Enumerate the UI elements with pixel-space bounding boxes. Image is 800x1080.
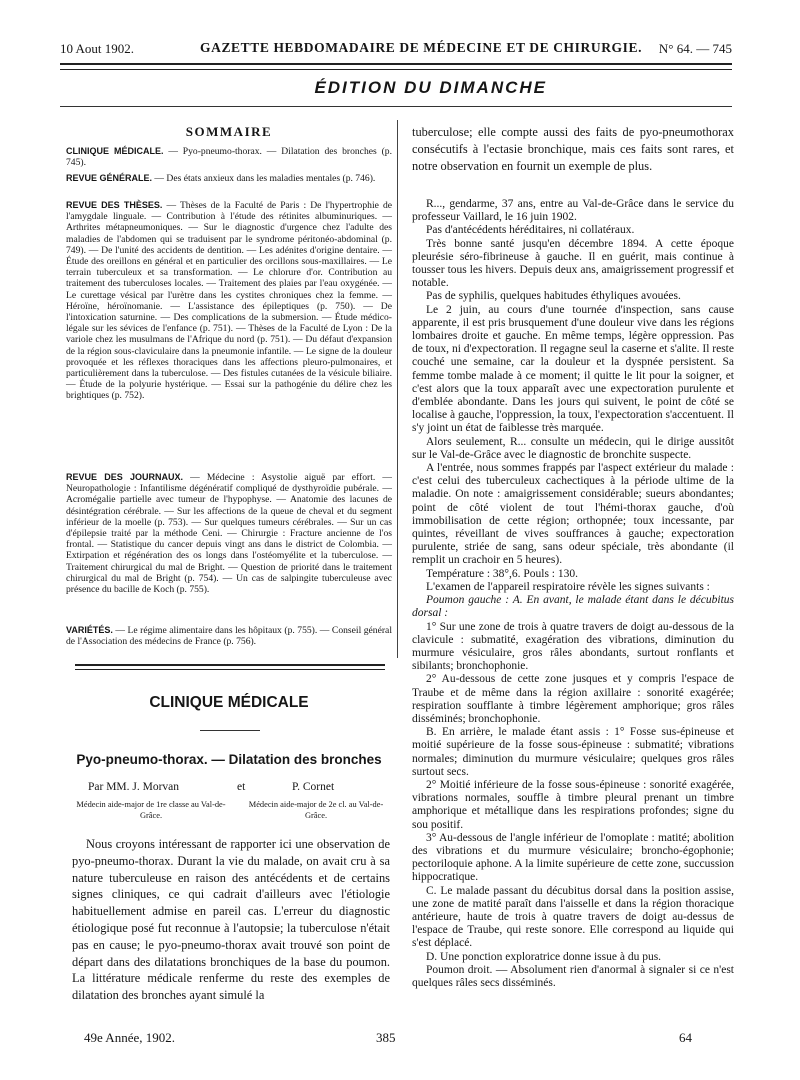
article-intro: Nous croyons intéressant de rapporter ici une observation de pyo-pneumo-thorax. Durant la vie du malade, on avait cru à sa nature tuberculeuse en raison des antécédents et de certains signes cliniques, ce qui cadrait d'ailleurs avec l'étiologie habituellement admise en pareil cas. L'erreur du diagnostic étiologique posé fut reconnue à l'autopsie; la tuberculose n'était pas en cause; le pyo-pneumo-thorax avait trouvé son point de départ dans des dilatations bronchiques de la base du poumon. La littérature médicale renferme du reste des exemples de dilatation des bronches ayant simulé la: [72, 837, 390, 1003]
obs-paragraph: L'examen de l'appareil respiratoire révèle les signes suivants :: [426, 580, 710, 593]
sommaire-label: REVUE DES THÈSES.: [66, 200, 163, 210]
obs-paragraph: Température : 38°,6. Pouls : 130.: [426, 567, 578, 580]
sommaire-item: [66, 146, 392, 168]
author-2: P. Cornet: [292, 781, 335, 793]
sommaire-item: [66, 200, 392, 402]
obs-paragraph: B. En arrière, le malade étant assis : 1° Fosse sus-épineuse et moitié supérieure de la fosse sous-épineuse : submatité; vibrations normales; diminution du murmure vésiculaire; quelques gros râles surtout secs.: [412, 726, 734, 778]
running-header: [60, 38, 732, 60]
sommaire-label: REVUE DES JOURNAUX.: [66, 472, 183, 482]
page-footer: [60, 1030, 732, 1050]
footer-page: 385: [376, 1030, 396, 1045]
sommaire-text: — Médecine : Asystolie aiguë par effort. — Neuropathologie : Infantilisme dégénératif compliqué de dysthyroïdie pubérale. — Acromégalie partielle avec tumeur de l'hypophyse. — Anatomie des lacunes de désintégration cérébrale. — Sur les affections de la queue de cheval et du segment inférieur de la moelle (p. 753). — Sur quelques tumeurs cérébrales. — Sur un cas d'épilepsie traité par la méthode Ceni. — Chirurgie : Fracture ancienne de l'os frontal. — Statistique du cancer depuis vingt ans dans le district de Colombia. — Extirpation et régénération des os longs dans l'ostéomyélite et la tuberculose. — Traitement chirurgical du mal de Bright. — Question de priorité dans le traitement chirurgical du mal de Bright (p. 754). — Un cas de salpingite tuberculeuse avec présence du bacille de Koch (p. 755).: [66, 472, 393, 596]
footer-year: 49e Année, 1902.: [84, 1030, 175, 1045]
obs-paragraph: R..., gendarme, 37 ans, entre au Val-de-Grâce dans le service du professeur Vaillard, le 16 juin 1902.: [412, 198, 734, 224]
edition-title: ÉDITION DU DIMANCHE: [314, 78, 547, 97]
author-1-role: Médecin aide-major de 1re classe au Val-de-Grâce.: [76, 800, 226, 820]
sommaire-item: [66, 625, 392, 647]
author-2-role: Médecin aide-major de 2e cl. au Val-de-Grâce.: [248, 800, 384, 820]
article-continuation: tuberculose; elle compte aussi des faits de pyo-pneumothorax consécutifs à l'ectasie bronchique, mais ces faits sont rares, et notre observation en fournit un exemple de plus.: [412, 125, 734, 173]
title-rule: [200, 730, 260, 731]
footer-issue: 64: [679, 1030, 692, 1045]
obs-paragraph: A l'entrée, nous sommes frappés par l'aspect extérieur du malade : c'est celui des tuberculeux cachectiques à la période ultime de la maladie. On note : amaigrissement considérable; sueurs abondantes; point de côté violent de tout l'hémi-thorax gauche, d'où immobilisation de cette région; orthopnée; toux incessante, par quintes, réveillant de vives souffrances à gauche; expectoration purulente, striée de sang, sans odeur spéciale, très abondante (il remplit un crachoir en 5 heures).: [412, 462, 734, 567]
obs-paragraph: C. Le malade passant du décubitus dorsal dans la position assise, une zone de matité paraît dans l'aisselle et dans la région thoracique antérieure, haute de trois à quatre travers de doigt au-dessus de l'espace de Traube, qui reste sonore. Elle correspond au liquide qui s'est déplacé.: [412, 884, 734, 950]
issue-page-number: N° 64. — 745: [658, 41, 732, 56]
author-and: et: [237, 781, 246, 793]
observation: [412, 198, 734, 990]
journal-title: GAZETTE HEBDOMADAIRE DE MÉDECINE ET DE CHIRURGIE.: [200, 40, 643, 55]
sommaire-text: — Pyo-pneumo-thorax. — Dilatation des bronches (p. 745).: [66, 146, 392, 169]
sommaire-text: — Le régime alimentaire dans les hôpitaux (p. 755). — Conseil général de l'Association des médecins de France (p. 756).: [66, 625, 392, 648]
column-divider: [397, 120, 398, 658]
obs-paragraph: Alors seulement, R... consulte un médecin, qui le dirige aussitôt sur le Val-de-Grâce avec le diagnostic de bronchite suspecte.: [412, 435, 734, 461]
obs-paragraph: Pas de syphilis, quelques habitudes éthyliques avouées.: [426, 290, 681, 303]
sommaire-label: VARIÉTÉS.: [66, 625, 113, 635]
sommaire-item: [66, 472, 392, 595]
obs-paragraph: D. Une ponction exploratrice donne issue à du pus.: [426, 950, 662, 963]
obs-paragraph: Pas d'antécédents héréditaires, ni collatéraux.: [426, 224, 635, 237]
obs-paragraph: 1° Sur une zone de trois à quatre travers de doigt au-dessous de la clavicule : submatité, exagération des vibrations, diminution du murmure vésiculaire, gros râles abondants, surtout ronflants et sibilants; bronchophonie.: [412, 620, 734, 673]
section-separator: [75, 664, 385, 670]
sommaire-text: — Des états anxieux dans les maladies mentales (p. 746).: [154, 173, 376, 184]
sommaire-item: [66, 173, 392, 184]
author-1: Par MM. J. Morvan: [88, 781, 180, 793]
obs-paragraph: 2° Moitié inférieure de la fosse sous-épineuse : sonorité exagérée, vibrations normales, souffle à timbre pleural prenant un timbre amphorique et métallique dans les respirations profondes; signe du sou positif.: [412, 778, 734, 831]
obs-paragraph: 3° Au-dessous de l'angle inférieur de l'omoplate : matité; abolition des vibrations et du murmure vésiculaire; broncho-égophonie; pectoriloquie aphone. A la limite supérieure de cette zone, succussion hippocratique.: [412, 831, 734, 884]
obs-paragraph: Le 2 juin, au cours d'une tournée d'inspection, sans cause apparente, il est pris brusquement d'une douleur vive dans les régions lombaires droite et gauche. En même temps, légère oppression. Pas de toux, ni d'expectoration. Il regagne seul la caserne et s'alite. Il reste couché une semaine, car la douleur et la dyspnée persistent. Sa femme tombe malade à ce moment; il quitte le lit pour la soigner, et c'est alors que la toux apparaît avec une expectoration purulente et d'emblée abondante. Dans les jours qui suivent, le point de côté se localise à gauche, l'oppression, la toux, l'expectoration s'accentuent. Il s'y joint un état de faiblesse très marquée.: [412, 303, 734, 435]
obs-paragraph: Poumon gauche : A. En avant, le malade étant dans le décubitus dorsal :: [412, 594, 734, 620]
header-date: 10 Aout 1902.: [60, 41, 135, 56]
sommaire-text: — Thèses de la Faculté de Paris : De l'hypertrophie de l'amygdale linguale. — Contribution à l'étude des rétinites albuminuriques. — Arthrites métapneumoniques. — Sur le diagnostic d'urgence chez l'adulte des maladies de l'abdomen qui se traduisent par le syndrome péritonéo-abdominal (p. 749). — De l'unité des accidents de dentition. — Les adénites d'origine dentaire. — Étude des oreillons en général et en particulier des orcillons sous-maxillaires. — Le terrain tuberculeux et sa transformation. — Le chlorure d'or. Contribution au traitement des tuberculoses locales. — Traitement des plaies par l'eau oxygénée. — Le curettage vésical par l'urètre dans les cystites chroniques chez la femme. — Héroïne, héroïnomanie. — L'assistance des épileptiques (p. 750). — De l'intoxication saturnine. — Des complications de la submersion. — Étude médico-légale sur les sévices de l'enfance (p. 751). — Thèses de la Faculté de Lyon : De la variole chez les musulmans de l'Afrique du nord (p. 751). — Du défaut d'expansion de la région sous-claviculaire dans la pneumonie infantile. — Le signe de la douleur provoquée et les réflexes thoraciques dans les affections pleuro-pulmonaires, et particulièrement dans la tuberculose. — Des fistules cutanées de la vésicule biliaire. — Étude de la polyurie hystérique. — Essai sur la pathogénie du délire chez les brightiques (p. 752).: [66, 200, 392, 402]
obs-paragraph: Poumon droit. — Absolument rien d'anormal à signaler si ce n'est quelques râles secs disséminés.: [412, 963, 734, 989]
sommaire-label: REVUE GÉNÉRALE.: [66, 173, 153, 183]
section-title: CLINIQUE MÉDICALE: [149, 694, 309, 711]
sommaire-title: SOMMAIRE: [185, 124, 273, 139]
sommaire-label: CLINIQUE MÉDICALE.: [66, 146, 164, 156]
obs-paragraph: 2° Au-dessous de cette zone jusques et y compris l'espace de Traube et de même dans la région axillaire : sonorité exagérée; respiration soufflante à timbre légèrement amphorique; gros râles disséminés; bronchophonie.: [412, 673, 734, 725]
obs-paragraph: Très bonne santé jusqu'en décembre 1894. A cette époque pleurésie séro-fibrineuse à gauche. Il en guérit, mais continue à tousser tous les hivers. Depuis deux ans, amaigrissement progressif et notable.: [412, 237, 734, 290]
article-title: Pyo-pneumo-thorax. — Dilatation des bronches: [76, 752, 382, 767]
edition-rule: [60, 106, 732, 107]
header-rule: [60, 63, 732, 70]
